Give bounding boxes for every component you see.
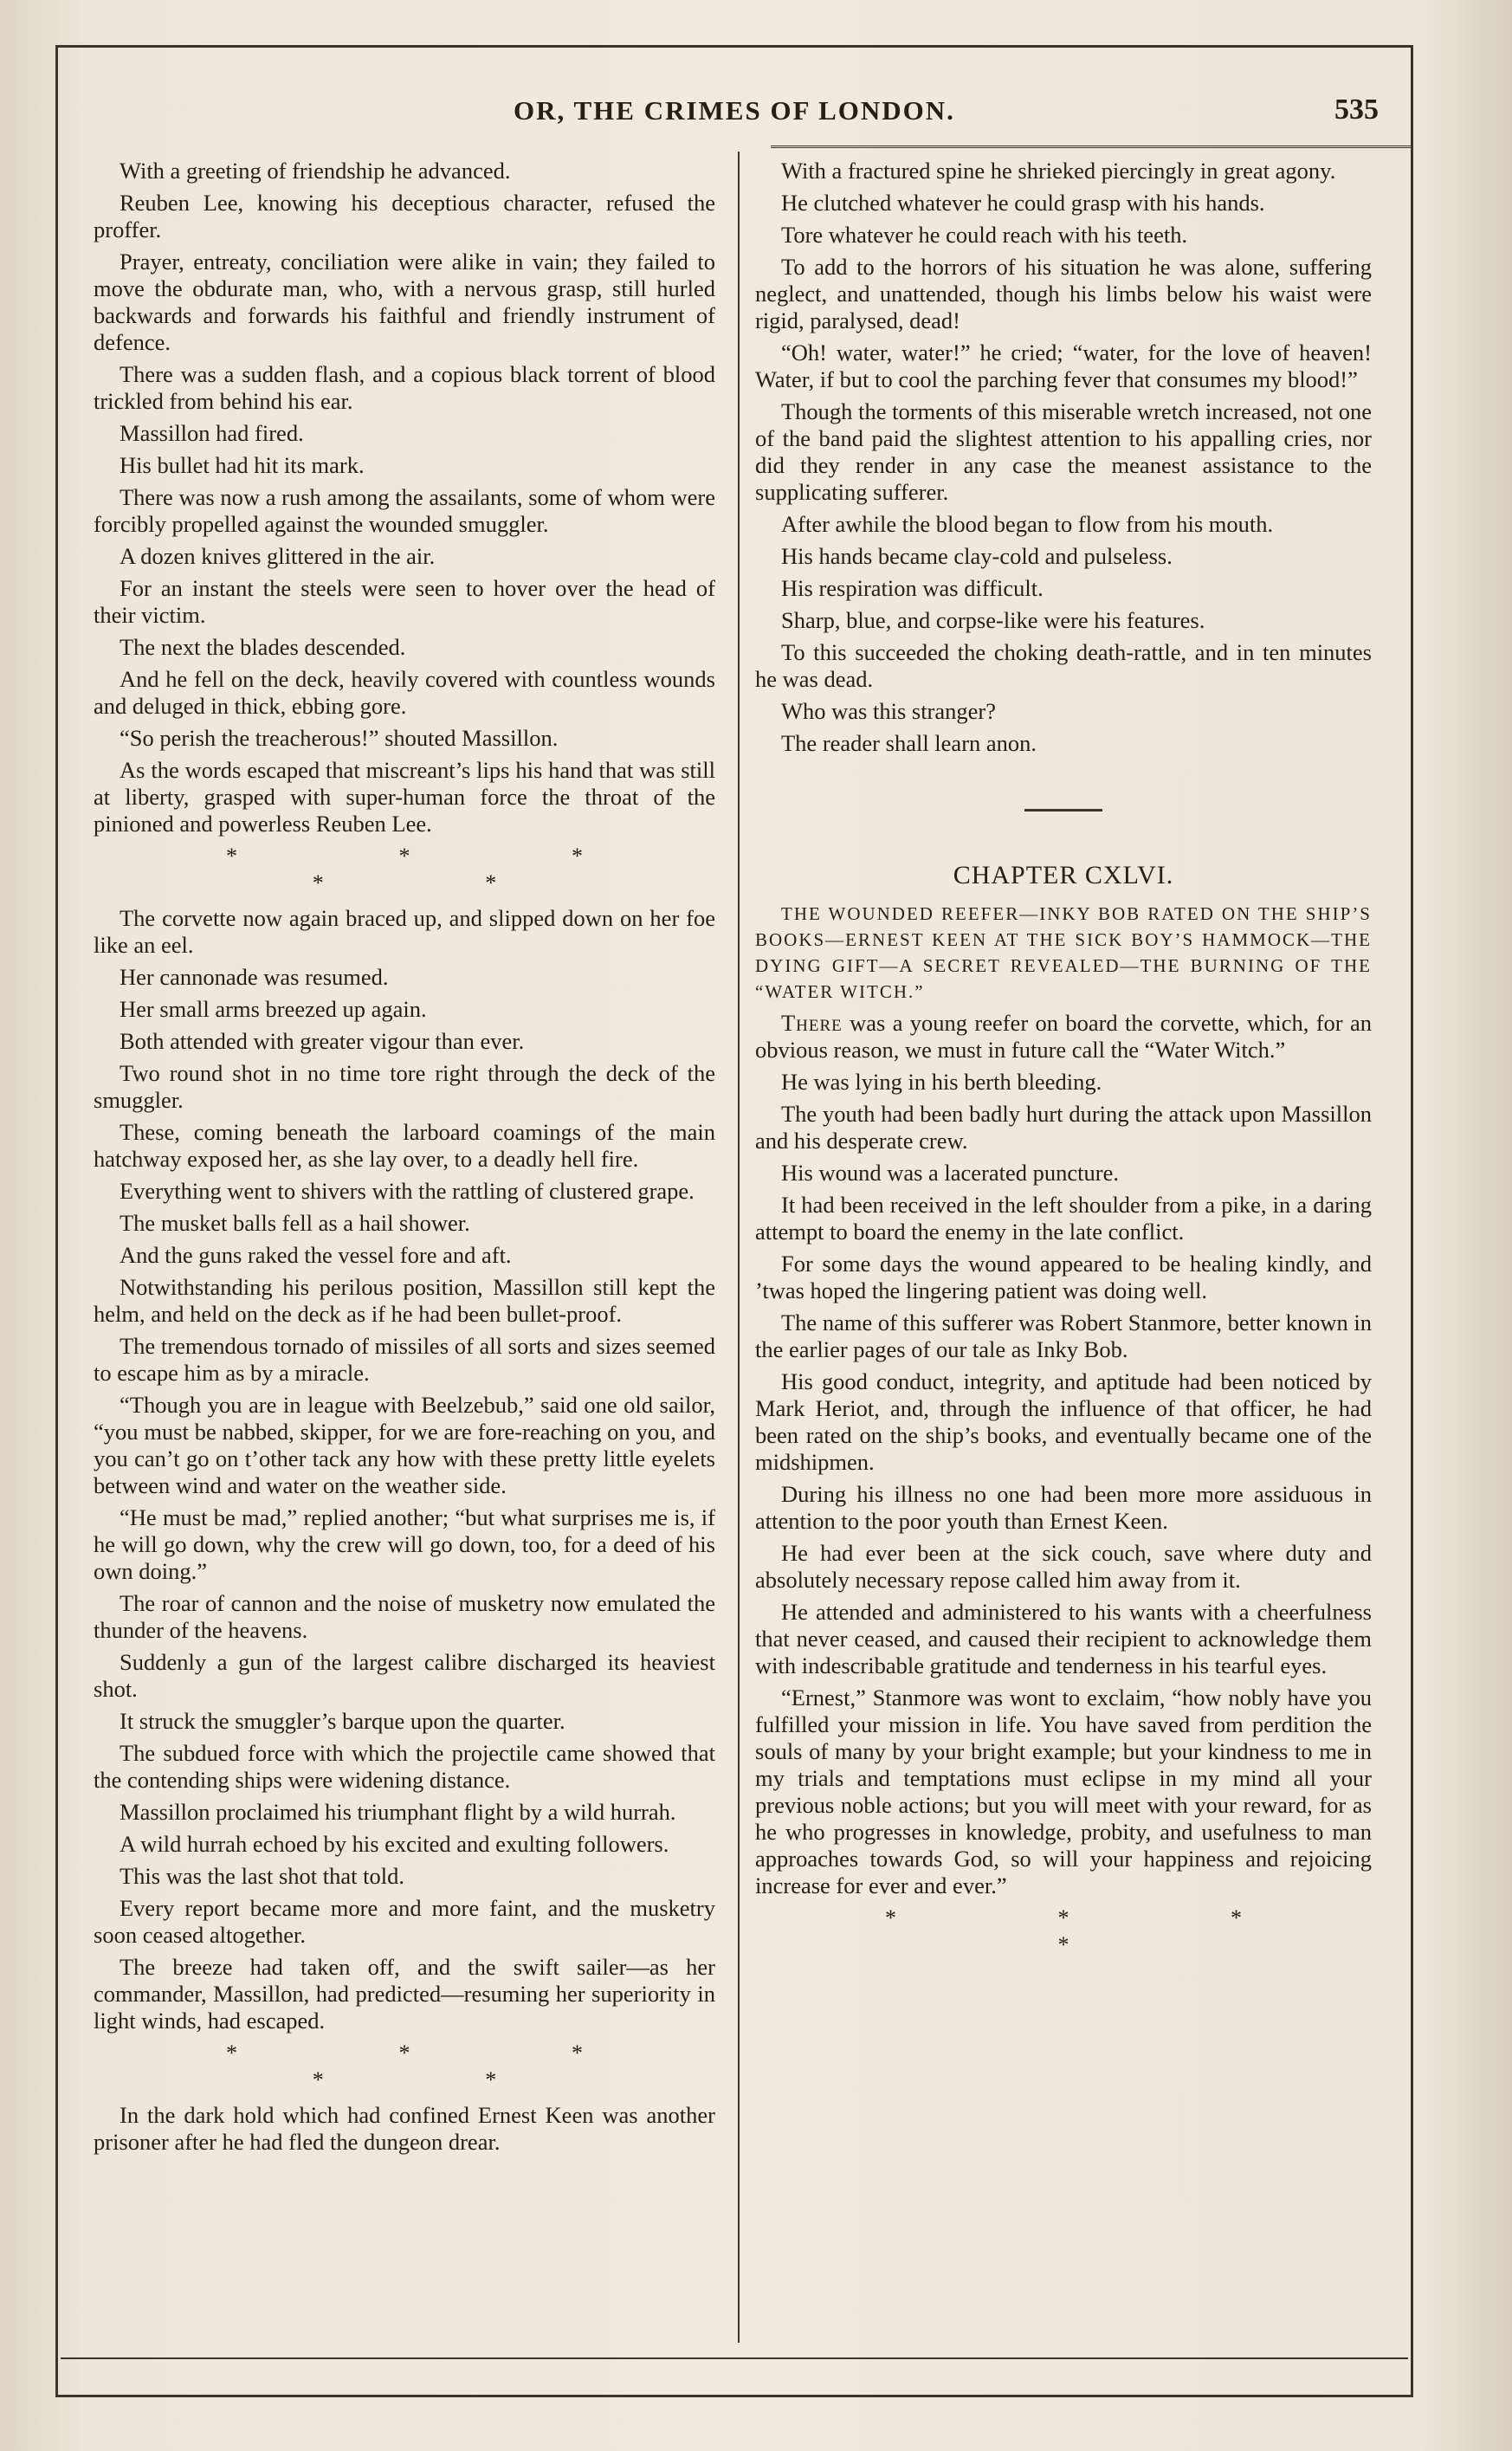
right-column — [755, 158, 1372, 1967]
paragraph: “So perish the treacherous!” shouted Massillon. — [120, 725, 559, 751]
paragraph: Both attended with greater vigour than ever. — [120, 1028, 525, 1054]
paragraph: Everything went to shivers with the rattling of clustered grape. — [120, 1178, 695, 1204]
chapter-heading: CHAPTER CXLVI. — [953, 861, 1174, 889]
paragraph: This was the last shot that told. — [120, 1863, 405, 1889]
right-paragraph-group-1 — [755, 158, 1372, 757]
paragraph: The subdued force with which the projectile came showed that the contending ships were widening distance. — [94, 1740, 715, 1793]
paragraph: The reader shall learn anon. — [781, 730, 1037, 756]
paragraph: He clutched whatever he could grasp with his hands. — [781, 190, 1265, 216]
paragraph: Notwithstanding his perilous position, Massillon still kept the helm, and held on the deck as if he had been bullet-proof. — [94, 1274, 715, 1327]
paragraph: The breeze had taken off, and the swift sailer—as her commander, Massillon, had predicted—resuming her superiority in light winds, had escaped. — [94, 1954, 715, 2034]
paragraph: A dozen knives glittered in the air. — [120, 543, 436, 569]
paragraph: The corvette now again braced up, and slipped down on her foe like an eel. — [94, 905, 715, 958]
left-paragraph-group-1 — [94, 158, 715, 837]
running-title: OR, THE CRIMES OF LONDON. — [514, 95, 955, 126]
section-break-stars: * * * * * — [226, 2040, 661, 2092]
paragraph: These, coming beneath the larboard coamings of the main hatchway exposed her, as she lay over, to a deadly hell fire. — [94, 1119, 715, 1172]
section-break-stars: * * * * * — [226, 844, 661, 896]
paragraph: Every report became more and more faint, and the musketry soon ceased altogether. — [94, 1895, 715, 1948]
paragraph: Reuben Lee, knowing his deceptious character, refused the proffer. — [94, 190, 715, 243]
paragraph: Who was this stranger? — [781, 698, 996, 724]
opening-word: There — [781, 1010, 843, 1036]
bottom-rule — [61, 2357, 1408, 2359]
paragraph: During his illness no one had been more more assiduous in attention to the poor youth than Ernest Keen. — [755, 1481, 1372, 1534]
paragraph: To add to the horrors of his situation he was alone, suffering neglect, and unattended, though his limbs below his waist were rigid, paralysed, dead! — [755, 254, 1372, 333]
paragraph: The tremendous tornado of missiles of all sorts and sizes seemed to escape him as by a miracle. — [94, 1333, 715, 1386]
paragraph: To this succeeded the choking death-rattle, and in ten minutes he was dead. — [755, 639, 1372, 692]
paragraph: Prayer, entreaty, conciliation were alike in vain; they failed to move the obdurate man, who, with a nervous grasp, still hurled backwards and forwards his faithful and friendly instrument of defence. — [94, 249, 715, 355]
paragraph: For some days the wound appeared to be healing kindly, and ’twas hoped the lingering patient was doing well. — [755, 1251, 1372, 1303]
paragraph: “Oh! water, water!” he cried; “water, for the love of heaven! Water, if but to cool the parching fever that consumes my blood!” — [755, 340, 1372, 392]
chapter-separator-rule — [1024, 809, 1102, 812]
paragraph: He was lying in his berth bleeding. — [781, 1069, 1102, 1095]
left-paragraph-group-2 — [94, 905, 715, 2034]
paragraph: He attended and administered to his wants with a cheerfulness that never ceased, and caused their recipient to acknowledge them with indescribable gratitude and tenderness in his tearful eyes. — [755, 1599, 1372, 1678]
opening-text: was a young reefer on board the corvette, which, for an obvious reason, we must in future call the “Water Witch.” — [755, 1010, 1372, 1063]
paragraph: The roar of cannon and the noise of musketry now emulated the thunder of the heavens. — [94, 1590, 715, 1643]
left-column — [94, 158, 715, 2161]
paragraph: A wild hurrah echoed by his excited and exulting followers. — [120, 1831, 669, 1857]
paragraph: And he fell on the deck, heavily covered with countless wounds and deluged in thick, ebbing gore. — [94, 666, 715, 719]
paragraph: Massillon proclaimed his triumphant flight by a wild hurrah. — [120, 1799, 676, 1825]
right-paragraph-group-2 — [755, 1069, 1372, 1899]
paragraph: The name of this sufferer was Robert Stanmore, better known in the earlier pages of our tale as Inky Bob. — [755, 1310, 1372, 1362]
paragraph: Her cannonade was resumed. — [120, 964, 389, 990]
paragraph: Suddenly a gun of the largest calibre discharged its heaviest shot. — [94, 1649, 715, 1702]
running-header — [55, 90, 1413, 142]
paragraph: In the dark hold which had confined Ernest Keen was another prisoner after he had fled the dungeon drear. — [94, 2102, 715, 2155]
paragraph: He had ever been at the sick couch, save where duty and absolutely necessary repose called him away from it. — [755, 1540, 1372, 1593]
paragraph: Tore whatever he could reach with his teeth. — [781, 222, 1188, 248]
paragraph: There was a sudden flash, and a copious black torrent of blood trickled from behind his ear. — [94, 361, 715, 414]
paragraph: Her small arms breezed up again. — [120, 996, 427, 1022]
paragraph: His respiration was difficult. — [781, 575, 1044, 601]
paragraph: His wound was a lacerated puncture. — [781, 1160, 1119, 1186]
chapter-opening-paragraph — [755, 1010, 1372, 1064]
paragraph: His bullet had hit its mark. — [120, 452, 365, 478]
paragraph: Massillon had fired. — [120, 420, 304, 446]
paragraph: “Though you are in league with Beelzebub,” said one old sailor, “you must be nabbed, skipper, for we are fore-reaching on you, and you can’t go on t’other tack any how with these pretty little eyelets between wind and water on the weather side. — [94, 1392, 715, 1498]
paragraph: For an instant the steels were seen to hover over the head of their victim. — [94, 575, 715, 628]
left-paragraph-group-3 — [94, 2102, 715, 2156]
paragraph: And the guns raked the vessel fore and aft. — [120, 1242, 512, 1268]
section-break-stars: * * * * — [885, 1905, 1320, 1957]
paragraph: “Ernest,” Stanmore was wont to exclaim, “how nobly have you fulfilled your mission in life. You have saved from perdition the souls of many by your bright example; but your kindness to me in my trials and temptations must eclipse in my mind all your previous noble actions; but you will meet with your reward, for as he who progresses in knowledge, probity, and usefulness to man approaches towards God, so will your happiness and rejoicing increase for ever and ever.” — [755, 1685, 1372, 1898]
paragraph: There was now a rush among the assailants, some of whom were forcibly propelled against the wounded smuggler. — [94, 484, 715, 537]
paragraph: As the words escaped that miscreant’s lips his hand that was still at liberty, grasped with super-human force the throat of the pinioned and powerless Reuben Lee. — [94, 757, 715, 837]
page-number: 535 — [1334, 94, 1379, 126]
chapter-summary: THE WOUNDED REEFER—INKY BOB RATED ON THE SHIP’S BOOKS—ERNEST KEEN AT THE SICK BOY’S HAMMOCK—THE DYING GIFT—A SECRET REVEALED—THE BURNING OF THE “WATER WITCH.” — [755, 903, 1372, 1002]
paragraph: Sharp, blue, and corpse-like were his features. — [781, 607, 1205, 633]
paragraph: The youth had been badly hurt during the attack upon Massillon and his desperate crew. — [755, 1101, 1372, 1154]
paragraph: It struck the smuggler’s barque upon the quarter. — [120, 1708, 565, 1734]
paragraph: It had been received in the left shoulder from a pike, in a daring attempt to board the enemy in the late conflict. — [755, 1192, 1372, 1245]
paragraph: His hands became clay-cold and pulseless. — [781, 543, 1173, 569]
paragraph: After awhile the blood began to flow from his mouth. — [781, 511, 1274, 537]
paragraph: With a greeting of friendship he advanced. — [120, 158, 511, 184]
paragraph: The next the blades descended. — [120, 634, 406, 660]
column-divider — [738, 152, 740, 2343]
paragraph: “He must be mad,” replied another; “but what surprises me is, if he will go down, why the crew will go down, too, for a deed of his own doing.” — [94, 1504, 715, 1584]
paragraph: The musket balls fell as a hail shower. — [120, 1210, 470, 1236]
header-rule — [771, 146, 1412, 148]
paragraph: Two round shot in no time tore right through the deck of the smuggler. — [94, 1060, 715, 1113]
paragraph: Though the torments of this miserable wretch increased, not one of the band paid the slightest attention to his appalling cries, nor did they render in any case the meanest assistance to the supplicating sufferer. — [755, 398, 1372, 505]
paragraph: His good conduct, integrity, and aptitude had been noticed by Mark Heriot, and, through the influence of that officer, he had been rated on the ship’s books, and eventually became one of the midshipmen. — [755, 1368, 1372, 1475]
paragraph: With a fractured spine he shrieked piercingly in great agony. — [781, 158, 1336, 184]
